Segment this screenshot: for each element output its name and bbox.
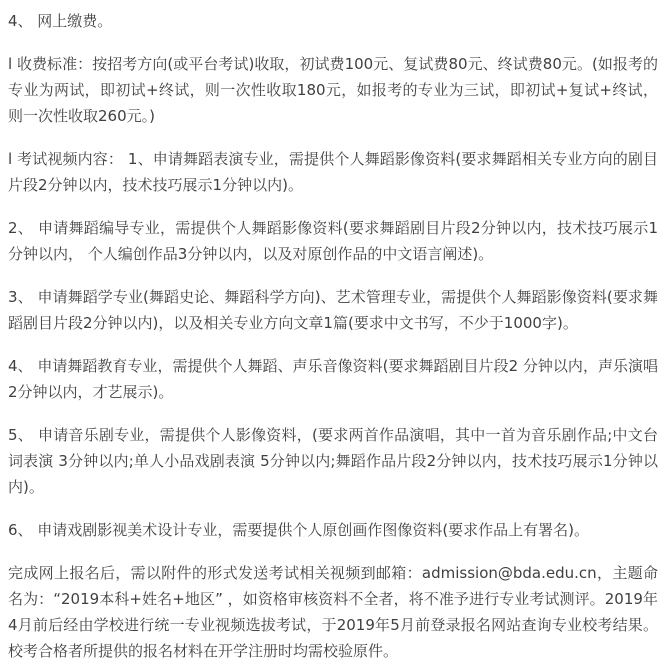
paragraph-musical-theatre: 5、 申请音乐剧专业，需提供个人影像资料，(要求两首作品演唱，其中一首为音乐剧作品;中文台词表演 3分钟以内;单人小品戏剧表演 5分钟以内;舞蹈作品片段2分钟以内，技术技巧展示1分钟以内)。 xyxy=(8,426,658,496)
paragraph-stage-art-design: 6、 申请戏剧影视美术设计专业，需要提供个人原创画作图像资料(要求作品上有署名)。 xyxy=(8,521,590,539)
paragraph-submission-instructions: 完成网上报名后，需以附件的形式发送考试相关视频到邮箱：admission@bda.edu.cn，主题命名为：“2019本科+姓名+地区” ，如资格审核资料不全者，将不准予进行专业考试测评。2019年4月前后经由学校进行统一专业视频选拔考试，于2019年5月前登录报名网站查询专业校考结果。校考合格者所提供的报名材料在开学注册时均需校验原件。 xyxy=(8,564,658,660)
paragraph-online-payment-heading: 4、 网上缴费。 xyxy=(8,12,113,30)
paragraph-dance-education: 4、 申请舞蹈教育专业，需提供个人舞蹈、声乐音像资料(要求舞蹈剧目片段2 分钟以内，声乐演唱2分钟以内，才艺展示)。 xyxy=(8,357,658,401)
paragraph-dance-studies: 3、 申请舞蹈学专业(舞蹈史论、舞蹈科学方向)、艺术管理专业，需提供个人舞蹈影像资料(要求舞蹈剧目片段2分钟以内)，以及相关专业方向文章1篇(要求中文书写，不少于1000字)。 xyxy=(8,288,658,332)
paragraph-video-content-dance-performance: l 考试视频内容： 1、申请舞蹈表演专业，需提供个人舞蹈影像资料(要求舞蹈相关专业方向的剧目片段2分钟以内，技术技巧展示1分钟以内)。 xyxy=(8,150,658,194)
paragraph-fee-standard: l 收费标准：按招考方向(或平台考试)收取，初试费100元、复试费80元、终试费80元。(如报考的专业为两试，即初试+终试，则一次性收取180元，如报考的专业为三试，即初试+复试+终试，则一次性收取260元。) xyxy=(8,55,658,125)
paragraph-dance-choreography: 2、 申请舞蹈编导专业，需提供个人舞蹈影像资料(要求舞蹈剧目片段2分钟以内，技术技巧展示1分钟以内， 个人编创作品3分钟以内，以及对原创作品的中文语言阐述)。 xyxy=(8,219,658,263)
